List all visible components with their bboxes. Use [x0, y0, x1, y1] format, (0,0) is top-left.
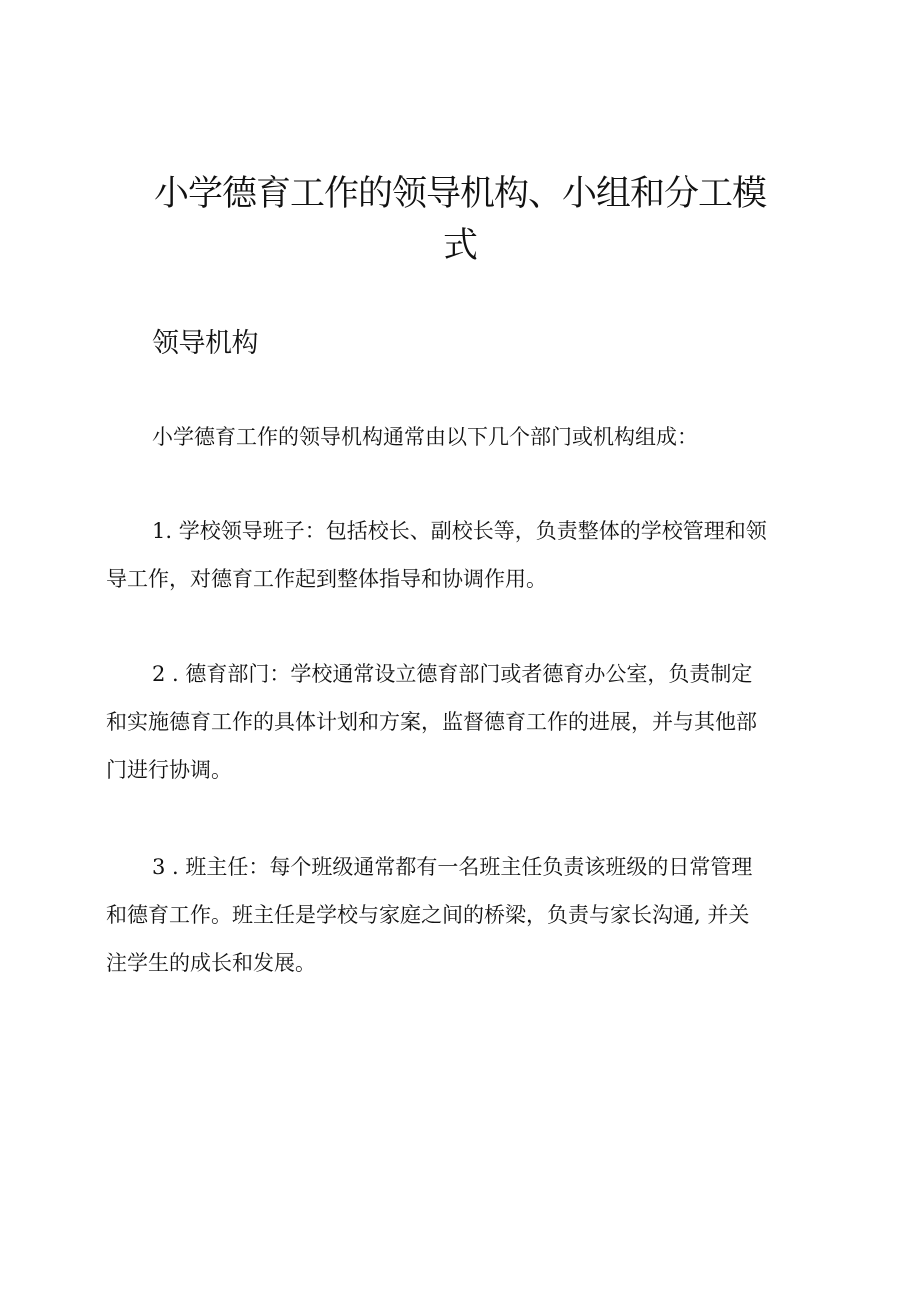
paragraph-line: 导工作，对德育工作起到整体指导和协调作用。 — [106, 567, 547, 591]
document-title — [140, 168, 780, 272]
paragraph-line: 和实施德育工作的具体计划和方案，监督德育工作的进展，并与其他部 — [106, 710, 757, 734]
list-item-moral-education-dept — [106, 650, 820, 794]
paragraph-line: 3 . 班主任：每个班级通常都有一名班主任负责该班级的日常管理 — [152, 855, 753, 879]
paragraph-line: 注学生的成长和发展。 — [106, 951, 316, 975]
paragraph-line: 小学德育工作的领导机构通常由以下几个部门或机构组成： — [152, 425, 698, 449]
intro-paragraph — [106, 413, 820, 461]
section-heading: 领导机构 — [152, 328, 258, 359]
paragraph-line: 2 . 德育部门：学校通常设立德育部门或者德育办公室，负责制定 — [152, 662, 753, 686]
paragraph-line: 1. 学校领导班子：包括校长、副校长等，负责整体的学校管理和领 — [152, 519, 767, 543]
list-item-school-leadership — [106, 507, 820, 603]
title-line: 小学德育工作的领导机构、小组和分工模 — [153, 174, 766, 214]
list-item-class-teacher — [106, 843, 820, 987]
title-line: 式 — [442, 226, 477, 266]
paragraph-line: 门进行协调。 — [106, 758, 232, 782]
paragraph-line: 和德育工作。班主任是学校与家庭之间的桥梁，负责与家长沟通, 并关 — [106, 903, 750, 927]
